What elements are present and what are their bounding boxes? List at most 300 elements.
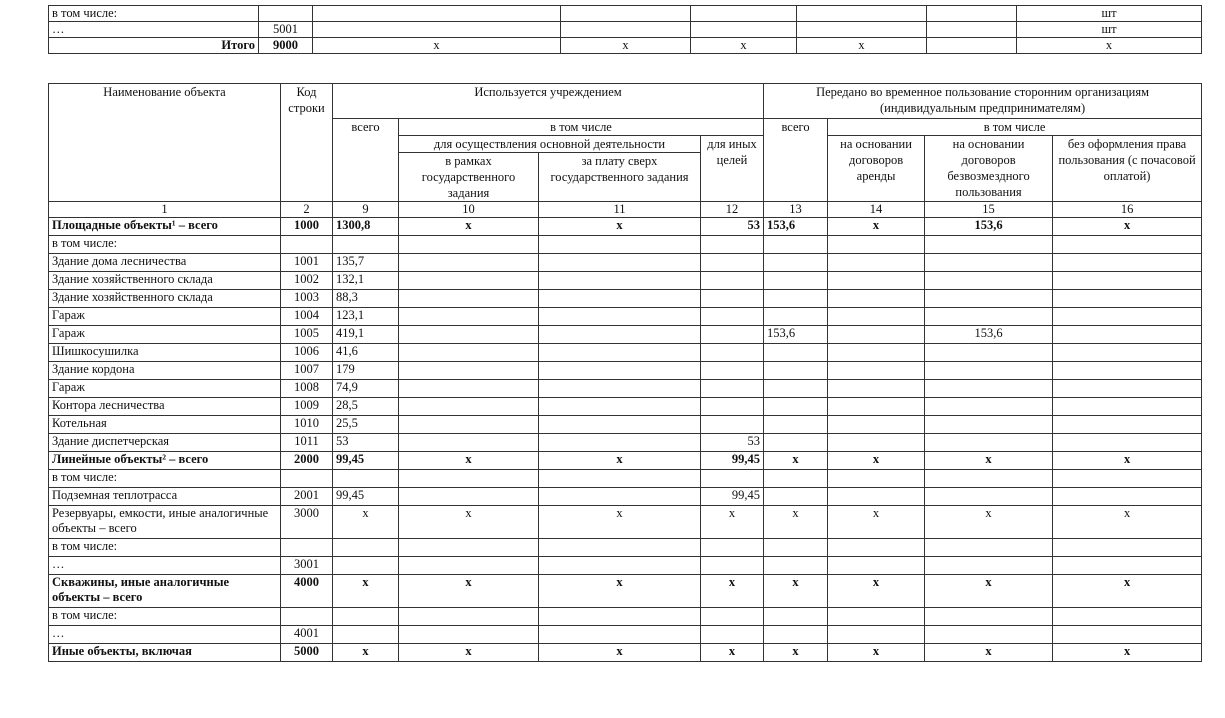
table-row: [49, 626, 1202, 644]
row-value: 123,1: [333, 308, 399, 326]
row-value: х: [539, 218, 701, 236]
row-value: [1053, 236, 1202, 254]
row-value: [925, 290, 1053, 308]
row-value: [925, 398, 1053, 416]
top-row-cell: [927, 6, 1017, 22]
row-value: [399, 557, 539, 575]
row-value: [539, 344, 701, 362]
row-value: 28,5: [333, 398, 399, 416]
top-row-cell: [313, 22, 561, 38]
row-value: [764, 470, 828, 488]
row-value: 135,7: [333, 254, 399, 272]
top-row-cell: [691, 22, 797, 38]
row-value: [399, 398, 539, 416]
row-value: 99,45: [701, 488, 764, 506]
row-name: Гараж: [49, 326, 281, 344]
row-value: [764, 236, 828, 254]
row-name: Здание хозяйственного склада: [49, 272, 281, 290]
row-value: [764, 398, 828, 416]
row-name: в том числе:: [49, 236, 281, 254]
row-value: [1053, 434, 1202, 452]
row-value: х: [701, 644, 764, 662]
row-name: Здание кордона: [49, 362, 281, 380]
row-value: [399, 539, 539, 557]
row-value: [399, 488, 539, 506]
row-value: 153,6: [764, 218, 828, 236]
row-value: [925, 539, 1053, 557]
row-value: [333, 539, 399, 557]
table-row: [49, 290, 1202, 308]
row-value: [764, 380, 828, 398]
row-value: 88,3: [333, 290, 399, 308]
column-number: 15: [925, 202, 1053, 218]
row-name: Гараж: [49, 380, 281, 398]
row-value: х: [333, 506, 399, 539]
row-value: х: [333, 575, 399, 608]
row-value: [333, 236, 399, 254]
top-row-cell: [797, 22, 927, 38]
top-row-cell: [561, 22, 691, 38]
row-value: х: [1053, 218, 1202, 236]
header-state-task: в рамках государственного задания: [399, 153, 539, 202]
table-row: [49, 488, 1202, 506]
table-row: [49, 608, 1202, 626]
row-value: 53: [701, 218, 764, 236]
row-name: Котельная: [49, 416, 281, 434]
row-value: [1053, 608, 1202, 626]
row-code: 1005: [281, 326, 333, 344]
top-row-cell: [691, 6, 797, 22]
row-value: [828, 236, 925, 254]
row-value: х: [1053, 452, 1202, 470]
row-value: [539, 326, 701, 344]
top-row: [49, 22, 1202, 38]
row-value: х: [828, 452, 925, 470]
row-value: [764, 626, 828, 644]
row-value: 179: [333, 362, 399, 380]
top-row-code: 5001: [259, 22, 313, 38]
table-row: [49, 452, 1202, 470]
row-value: [399, 470, 539, 488]
row-value: [1053, 539, 1202, 557]
row-value: [925, 416, 1053, 434]
header-used-incl: в том числе: [399, 119, 764, 136]
row-value: х: [539, 452, 701, 470]
row-name: Площадные объекты¹ – всего: [49, 218, 281, 236]
table-row: [49, 380, 1202, 398]
row-value: [701, 290, 764, 308]
top-row-label: Итого: [49, 38, 259, 54]
row-value: [539, 539, 701, 557]
table-row: [49, 218, 1202, 236]
table-row: [49, 344, 1202, 362]
row-name: Гараж: [49, 308, 281, 326]
row-value: 419,1: [333, 326, 399, 344]
row-value: х: [399, 644, 539, 662]
row-code: 1007: [281, 362, 333, 380]
row-value: [701, 344, 764, 362]
row-value: [701, 398, 764, 416]
row-value: [1053, 308, 1202, 326]
row-value: [399, 272, 539, 290]
header-free-use: на основании договоров безвозмездного пользования: [925, 136, 1053, 202]
row-name: Иные объекты, включая: [49, 644, 281, 662]
row-value: х: [764, 575, 828, 608]
row-code: 1000: [281, 218, 333, 236]
row-name: в том числе:: [49, 470, 281, 488]
row-value: [701, 326, 764, 344]
row-value: 25,5: [333, 416, 399, 434]
row-value: [925, 557, 1053, 575]
row-value: [539, 626, 701, 644]
row-value: [701, 254, 764, 272]
column-number: 1: [49, 202, 281, 218]
row-value: [539, 272, 701, 290]
row-value: 99,45: [333, 452, 399, 470]
header-name: Наименование объекта: [49, 84, 281, 202]
row-value: [399, 362, 539, 380]
row-value: [1053, 416, 1202, 434]
row-value: [333, 557, 399, 575]
top-row-cell: [927, 38, 1017, 54]
row-value: х: [701, 506, 764, 539]
row-value: [828, 416, 925, 434]
row-value: [539, 290, 701, 308]
row-value: [701, 470, 764, 488]
row-code: 4000: [281, 575, 333, 608]
row-value: х: [1053, 575, 1202, 608]
row-name: Резервуары, емкости, иные аналогичные объекты – всего: [49, 506, 281, 539]
row-value: х: [1053, 506, 1202, 539]
top-row-label: в том числе:: [49, 6, 259, 22]
row-value: [1053, 626, 1202, 644]
row-value: [399, 434, 539, 452]
row-value: [701, 557, 764, 575]
row-value: [539, 362, 701, 380]
row-value: [1053, 380, 1202, 398]
row-value: [1053, 362, 1202, 380]
header-other-goals: для иных целей: [701, 136, 764, 202]
row-value: [701, 308, 764, 326]
row-value: [539, 416, 701, 434]
row-value: [701, 539, 764, 557]
row-value: [828, 326, 925, 344]
row-value: [333, 470, 399, 488]
row-code: 1004: [281, 308, 333, 326]
row-value: х: [828, 506, 925, 539]
row-value: х: [539, 575, 701, 608]
row-name: …: [49, 626, 281, 644]
row-name: Здание дома лесничества: [49, 254, 281, 272]
row-value: [701, 362, 764, 380]
row-name: Линейные объекты² – всего: [49, 452, 281, 470]
table-row: [49, 416, 1202, 434]
row-value: х: [925, 452, 1053, 470]
row-code: [281, 236, 333, 254]
row-code: [281, 608, 333, 626]
row-value: 153,6: [925, 218, 1053, 236]
row-value: [764, 488, 828, 506]
row-name: Подземная теплотрасса: [49, 488, 281, 506]
row-value: [764, 608, 828, 626]
table-row: [49, 644, 1202, 662]
row-value: [764, 344, 828, 362]
column-number: 10: [399, 202, 539, 218]
top-row: [49, 6, 1202, 22]
row-value: [539, 380, 701, 398]
header-used-total: всего: [333, 119, 399, 202]
row-value: [399, 326, 539, 344]
row-value: [1053, 326, 1202, 344]
row-value: [539, 434, 701, 452]
row-value: [764, 272, 828, 290]
header-transferred-incl: в том числе: [828, 119, 1202, 136]
top-row-cell: х: [691, 38, 797, 54]
header-transferred: Передано во временное пользование сторонним организациям (индивидуальным предпринимателям): [764, 84, 1202, 119]
row-value: [925, 308, 1053, 326]
row-value: х: [764, 506, 828, 539]
row-value: [925, 380, 1053, 398]
table-row: [49, 539, 1202, 557]
row-value: х: [764, 644, 828, 662]
top-row-cell: [797, 6, 927, 22]
row-value: [925, 236, 1053, 254]
row-value: [1053, 398, 1202, 416]
top-row-code: [259, 6, 313, 22]
header-no-right: без оформления права пользования (с почасовой оплатой): [1053, 136, 1202, 202]
row-name: Здание диспетчерская: [49, 434, 281, 452]
table-row: [49, 236, 1202, 254]
row-value: [764, 557, 828, 575]
column-number: 2: [281, 202, 333, 218]
row-code: 2001: [281, 488, 333, 506]
table-row: [49, 434, 1202, 452]
row-value: [764, 434, 828, 452]
table-row: [49, 362, 1202, 380]
row-value: [828, 362, 925, 380]
row-code: 1003: [281, 290, 333, 308]
row-value: х: [539, 644, 701, 662]
row-value: 132,1: [333, 272, 399, 290]
top-row-unit: шт: [1017, 22, 1202, 38]
row-value: [1053, 290, 1202, 308]
row-value: х: [399, 452, 539, 470]
row-value: [399, 254, 539, 272]
row-code: 4001: [281, 626, 333, 644]
row-value: [828, 254, 925, 272]
main-table: [48, 83, 1202, 662]
column-number: 14: [828, 202, 925, 218]
row-value: х: [828, 644, 925, 662]
row-value: х: [828, 218, 925, 236]
row-value: [925, 362, 1053, 380]
row-code: 1002: [281, 272, 333, 290]
row-name: Скважины, иные аналогичные объекты – всего: [49, 575, 281, 608]
row-value: [701, 608, 764, 626]
row-value: [764, 290, 828, 308]
row-value: [828, 380, 925, 398]
column-number: 11: [539, 202, 701, 218]
top-row-unit: х: [1017, 38, 1202, 54]
row-value: 1300,8: [333, 218, 399, 236]
row-value: [399, 344, 539, 362]
row-value: [764, 362, 828, 380]
table-row: [49, 326, 1202, 344]
row-value: [828, 398, 925, 416]
row-value: [399, 308, 539, 326]
row-value: [1053, 254, 1202, 272]
row-value: [925, 344, 1053, 362]
row-value: 41,6: [333, 344, 399, 362]
row-value: [828, 308, 925, 326]
row-name: Здание хозяйственного склада: [49, 290, 281, 308]
row-value: [828, 557, 925, 575]
row-value: [828, 626, 925, 644]
row-value: х: [828, 575, 925, 608]
row-value: [399, 626, 539, 644]
top-row-cell: [313, 6, 561, 22]
row-value: [925, 272, 1053, 290]
row-name: …: [49, 557, 281, 575]
top-row-cell: х: [797, 38, 927, 54]
row-value: [925, 608, 1053, 626]
row-value: [925, 470, 1053, 488]
row-value: х: [701, 575, 764, 608]
row-value: [925, 626, 1053, 644]
row-code: 3001: [281, 557, 333, 575]
table-row: [49, 272, 1202, 290]
row-value: [333, 626, 399, 644]
row-value: [399, 236, 539, 254]
row-code: [281, 539, 333, 557]
row-value: [828, 434, 925, 452]
row-value: 74,9: [333, 380, 399, 398]
row-value: 99,45: [333, 488, 399, 506]
table-row: [49, 506, 1202, 539]
row-value: [1053, 488, 1202, 506]
row-value: х: [925, 575, 1053, 608]
row-value: [925, 254, 1053, 272]
header-main-activity: для осуществления основной деятельности: [399, 136, 701, 153]
header-paid-over: за плату сверх государственного задания: [539, 153, 701, 202]
row-code: [281, 470, 333, 488]
row-value: [764, 308, 828, 326]
row-name: в том числе:: [49, 539, 281, 557]
table-row: [49, 557, 1202, 575]
row-name: Шишкосушилка: [49, 344, 281, 362]
row-value: х: [764, 452, 828, 470]
top-row: [49, 38, 1202, 54]
row-value: х: [399, 575, 539, 608]
row-value: [701, 380, 764, 398]
row-code: 2000: [281, 452, 333, 470]
header-lease: на основании договоров аренды: [828, 136, 925, 202]
row-value: [539, 308, 701, 326]
header-code: Код строки: [281, 84, 333, 202]
row-value: [1053, 344, 1202, 362]
row-code: 1009: [281, 398, 333, 416]
row-value: 53: [333, 434, 399, 452]
row-value: [701, 236, 764, 254]
row-value: [539, 557, 701, 575]
row-value: [701, 272, 764, 290]
row-value: [828, 608, 925, 626]
row-value: [925, 434, 1053, 452]
row-value: [399, 608, 539, 626]
table-row: [49, 308, 1202, 326]
row-value: [539, 398, 701, 416]
row-value: [539, 470, 701, 488]
row-value: х: [399, 218, 539, 236]
row-value: [764, 254, 828, 272]
row-code: 5000: [281, 644, 333, 662]
row-code: 1008: [281, 380, 333, 398]
row-value: [399, 380, 539, 398]
top-table: [48, 5, 1202, 54]
row-name: в том числе:: [49, 608, 281, 626]
row-value: [764, 539, 828, 557]
row-value: [539, 236, 701, 254]
row-value: 53: [701, 434, 764, 452]
row-value: [828, 488, 925, 506]
row-value: [1053, 470, 1202, 488]
table-row: [49, 254, 1202, 272]
top-row-unit: шт: [1017, 6, 1202, 22]
row-value: [828, 470, 925, 488]
row-value: [828, 290, 925, 308]
row-value: [701, 626, 764, 644]
row-value: [539, 254, 701, 272]
row-value: х: [925, 644, 1053, 662]
row-value: х: [333, 644, 399, 662]
column-number: 16: [1053, 202, 1202, 218]
row-value: [539, 608, 701, 626]
column-number: 12: [701, 202, 764, 218]
row-value: [399, 416, 539, 434]
row-value: [828, 272, 925, 290]
row-value: [828, 539, 925, 557]
column-number-row: [49, 202, 1202, 218]
row-value: 99,45: [701, 452, 764, 470]
row-name: Контора лесничества: [49, 398, 281, 416]
column-number: 9: [333, 202, 399, 218]
table-row: [49, 398, 1202, 416]
row-value: [828, 344, 925, 362]
row-code: 1006: [281, 344, 333, 362]
row-value: [925, 488, 1053, 506]
row-code: 1010: [281, 416, 333, 434]
row-code: 1011: [281, 434, 333, 452]
header-transferred-total: всего: [764, 119, 828, 202]
row-value: [1053, 272, 1202, 290]
row-value: х: [399, 506, 539, 539]
table-row: [49, 470, 1202, 488]
row-value: [764, 416, 828, 434]
row-value: 153,6: [764, 326, 828, 344]
top-row-cell: х: [313, 38, 561, 54]
top-row-label: …: [49, 22, 259, 38]
column-number: 13: [764, 202, 828, 218]
top-row-cell: [927, 22, 1017, 38]
header-used: Используется учреждением: [333, 84, 764, 119]
row-code: 3000: [281, 506, 333, 539]
row-value: [399, 290, 539, 308]
row-value: [701, 416, 764, 434]
row-value: х: [925, 506, 1053, 539]
row-value: [539, 488, 701, 506]
top-row-code: 9000: [259, 38, 313, 54]
top-row-cell: х: [561, 38, 691, 54]
